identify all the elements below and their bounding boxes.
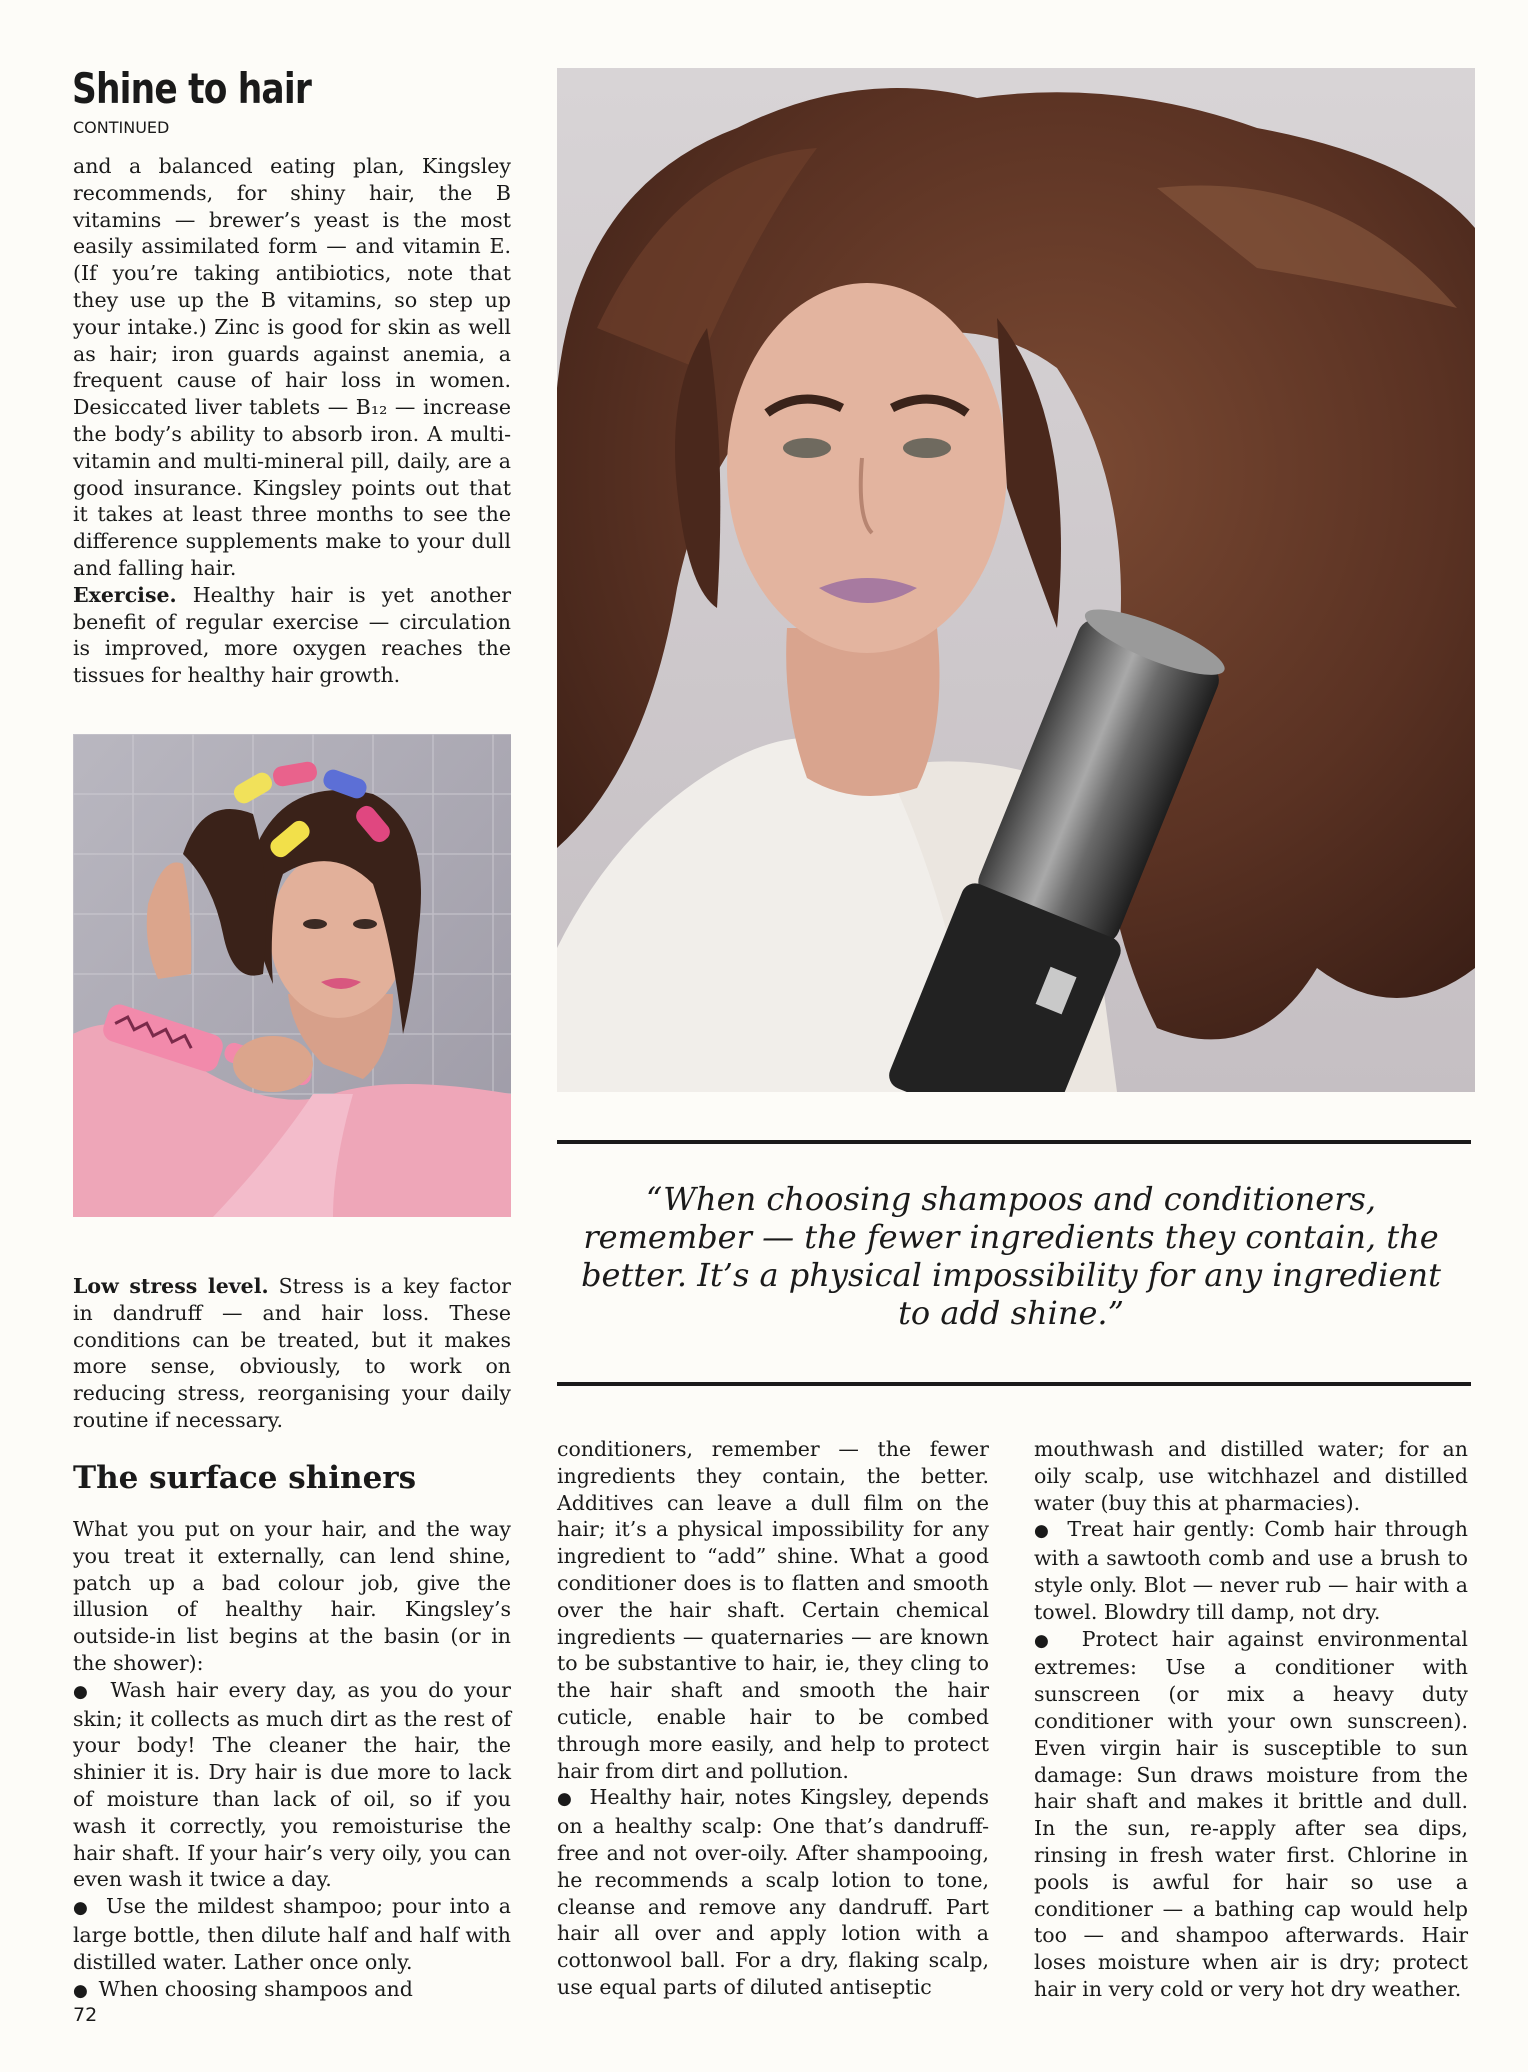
bullet-wash-hair: ● Wash hair every day, as you do your skin; it collects as much dirt as the rest of your body! The cleaner the hair, the shinier it is. Dry hair is due more to lack of moisture than lack of oil, so if you wash it correctly, you remoisturise the hair shaft. If your hair’s very oily, you can even wash it twice a day. [73, 1677, 511, 1893]
rollers-brush-image [73, 734, 511, 1217]
column-2 [557, 1436, 989, 2001]
bullet-healthy-scalp: ● Healthy hair, notes Kingsley, depends on a healthy scalp: One that’s dandruff-free and not over-oily. After shampooing, he recommends a scalp lotion to tone, cleanse and remove any dandruff. Part hair all over and apply lotion with a cottonwool ball. For a dry, flaking scalp, use equal parts of diluted antiseptic [557, 1784, 989, 2000]
continued-label: CONTINUED [73, 118, 170, 137]
quote-bottom-rule [557, 1382, 1471, 1386]
exercise-paragraph [73, 582, 511, 689]
stress-lead: Low stress level. [73, 1274, 269, 1298]
left-top-column [73, 153, 511, 689]
column-1 [73, 1516, 511, 2004]
page-title: Shine to hair [72, 64, 312, 113]
column-3-continued: mouthwash and distilled water; for an oily scalp, use witchhazel and distilled water (buy this at pharmacies). [1034, 1437, 1468, 1515]
column-3 [1034, 1436, 1468, 2003]
rollers-brush-photo [73, 734, 511, 1217]
bullet-treat-gently: ● Treat hair gently: Comb hair through with a sawtooth comb and use a brush to style only. Blot — never rub — hair with a towel. Blowdry till damp, not dry. [1034, 1516, 1468, 1625]
page-number: 72 [73, 2004, 98, 2026]
nutrition-paragraph: and a balanced eating plan, Kingsley recommends, for shiny hair, the B vitamins — brewer’s yeast is the most easily assimilated form — and vitamin E. (If you’re taking antibiotics, note that they use up the B vitamins, so step up your intake.) Zinc is good for skin as well as hair; iron guards against anemia, a frequent cause of hair loss in women. Desiccated liver tablets — B₁₂ — increase the body’s ability to absorb iron. A multi-vitamin and multi-mineral pill, daily, are a good insurance. Kingsley points out that it takes at least three months to see the difference supplements make to your dull and falling hair. [73, 154, 511, 580]
pull-quote: “When choosing shampoos and conditioners, remember — the fewer ingredients they contain, the better. It’s a physical impossibility for any ingredient to add shine.” [581, 1180, 1441, 1332]
column-2-continued: conditioners, remember — the fewer ingredients they contain, the better. Additives can leave a dull film on the hair; it’s a physical impossibility for any ingredient to “add” shine. What a good conditioner does is to flatten and smooth over the hair shaft. Certain chemical ingredients — quaternaries — are known to be substantive to hair, ie, they cling to the hair shaft and smooth the hair cuticle, enable hair to be combed through more easily, and help to protect hair from dirt and pollution. [557, 1437, 989, 1783]
stress-text: Stress is a key factor in dandruff — and hair loss. These conditions can be treated, but it makes more sense, obviously, to work on reducing stress, reorganising your daily routine if necessary. [73, 1274, 511, 1432]
exercise-text: Healthy hair is yet another benefit of regular exercise — circulation is improved, more oxygen reaches the tissues for healthy hair growth. [73, 582, 511, 688]
bullet-mild-shampoo: ● Use the mildest shampoo; pour into a large bottle, then dilute half and half with distilled water. Lather once only. [73, 1893, 511, 1975]
exercise-lead: Exercise. [73, 582, 177, 607]
quote-top-rule [557, 1140, 1471, 1144]
bullet-choosing-shampoos: ● When choosing shampoos and [73, 1976, 511, 2005]
stress-paragraph [73, 1273, 511, 1434]
hair-dryer-photo [557, 68, 1475, 1092]
section-heading: The surface shiners [73, 1460, 417, 1496]
column-1-intro: What you put on your hair, and the way you treat it externally, can lend shine, patch up a bad colour job, give the illusion of healthy hair. Kingsley’s outside-in list begins at the basin (or in the shower): [73, 1517, 511, 1675]
bullet-protect-hair: ● Protect hair against environmental extremes: Use a conditioner with sunscreen (or mix a heavy duty conditioner with your own sunscreen). Even virgin hair is susceptible to sun damage: Sun draws moisture from the hair shaft and makes it brittle and dull. In the sun, re-apply after sea dips, rinsing in fresh water first. Chlorine in pools is awful for hair so use a conditioner — a bathing cap would help too — and shampoo afterwards. Hair loses moisture when air is dry; protect hair in very cold or very hot dry weather. [1034, 1626, 1468, 2003]
hair-dryer-image [557, 68, 1475, 1092]
